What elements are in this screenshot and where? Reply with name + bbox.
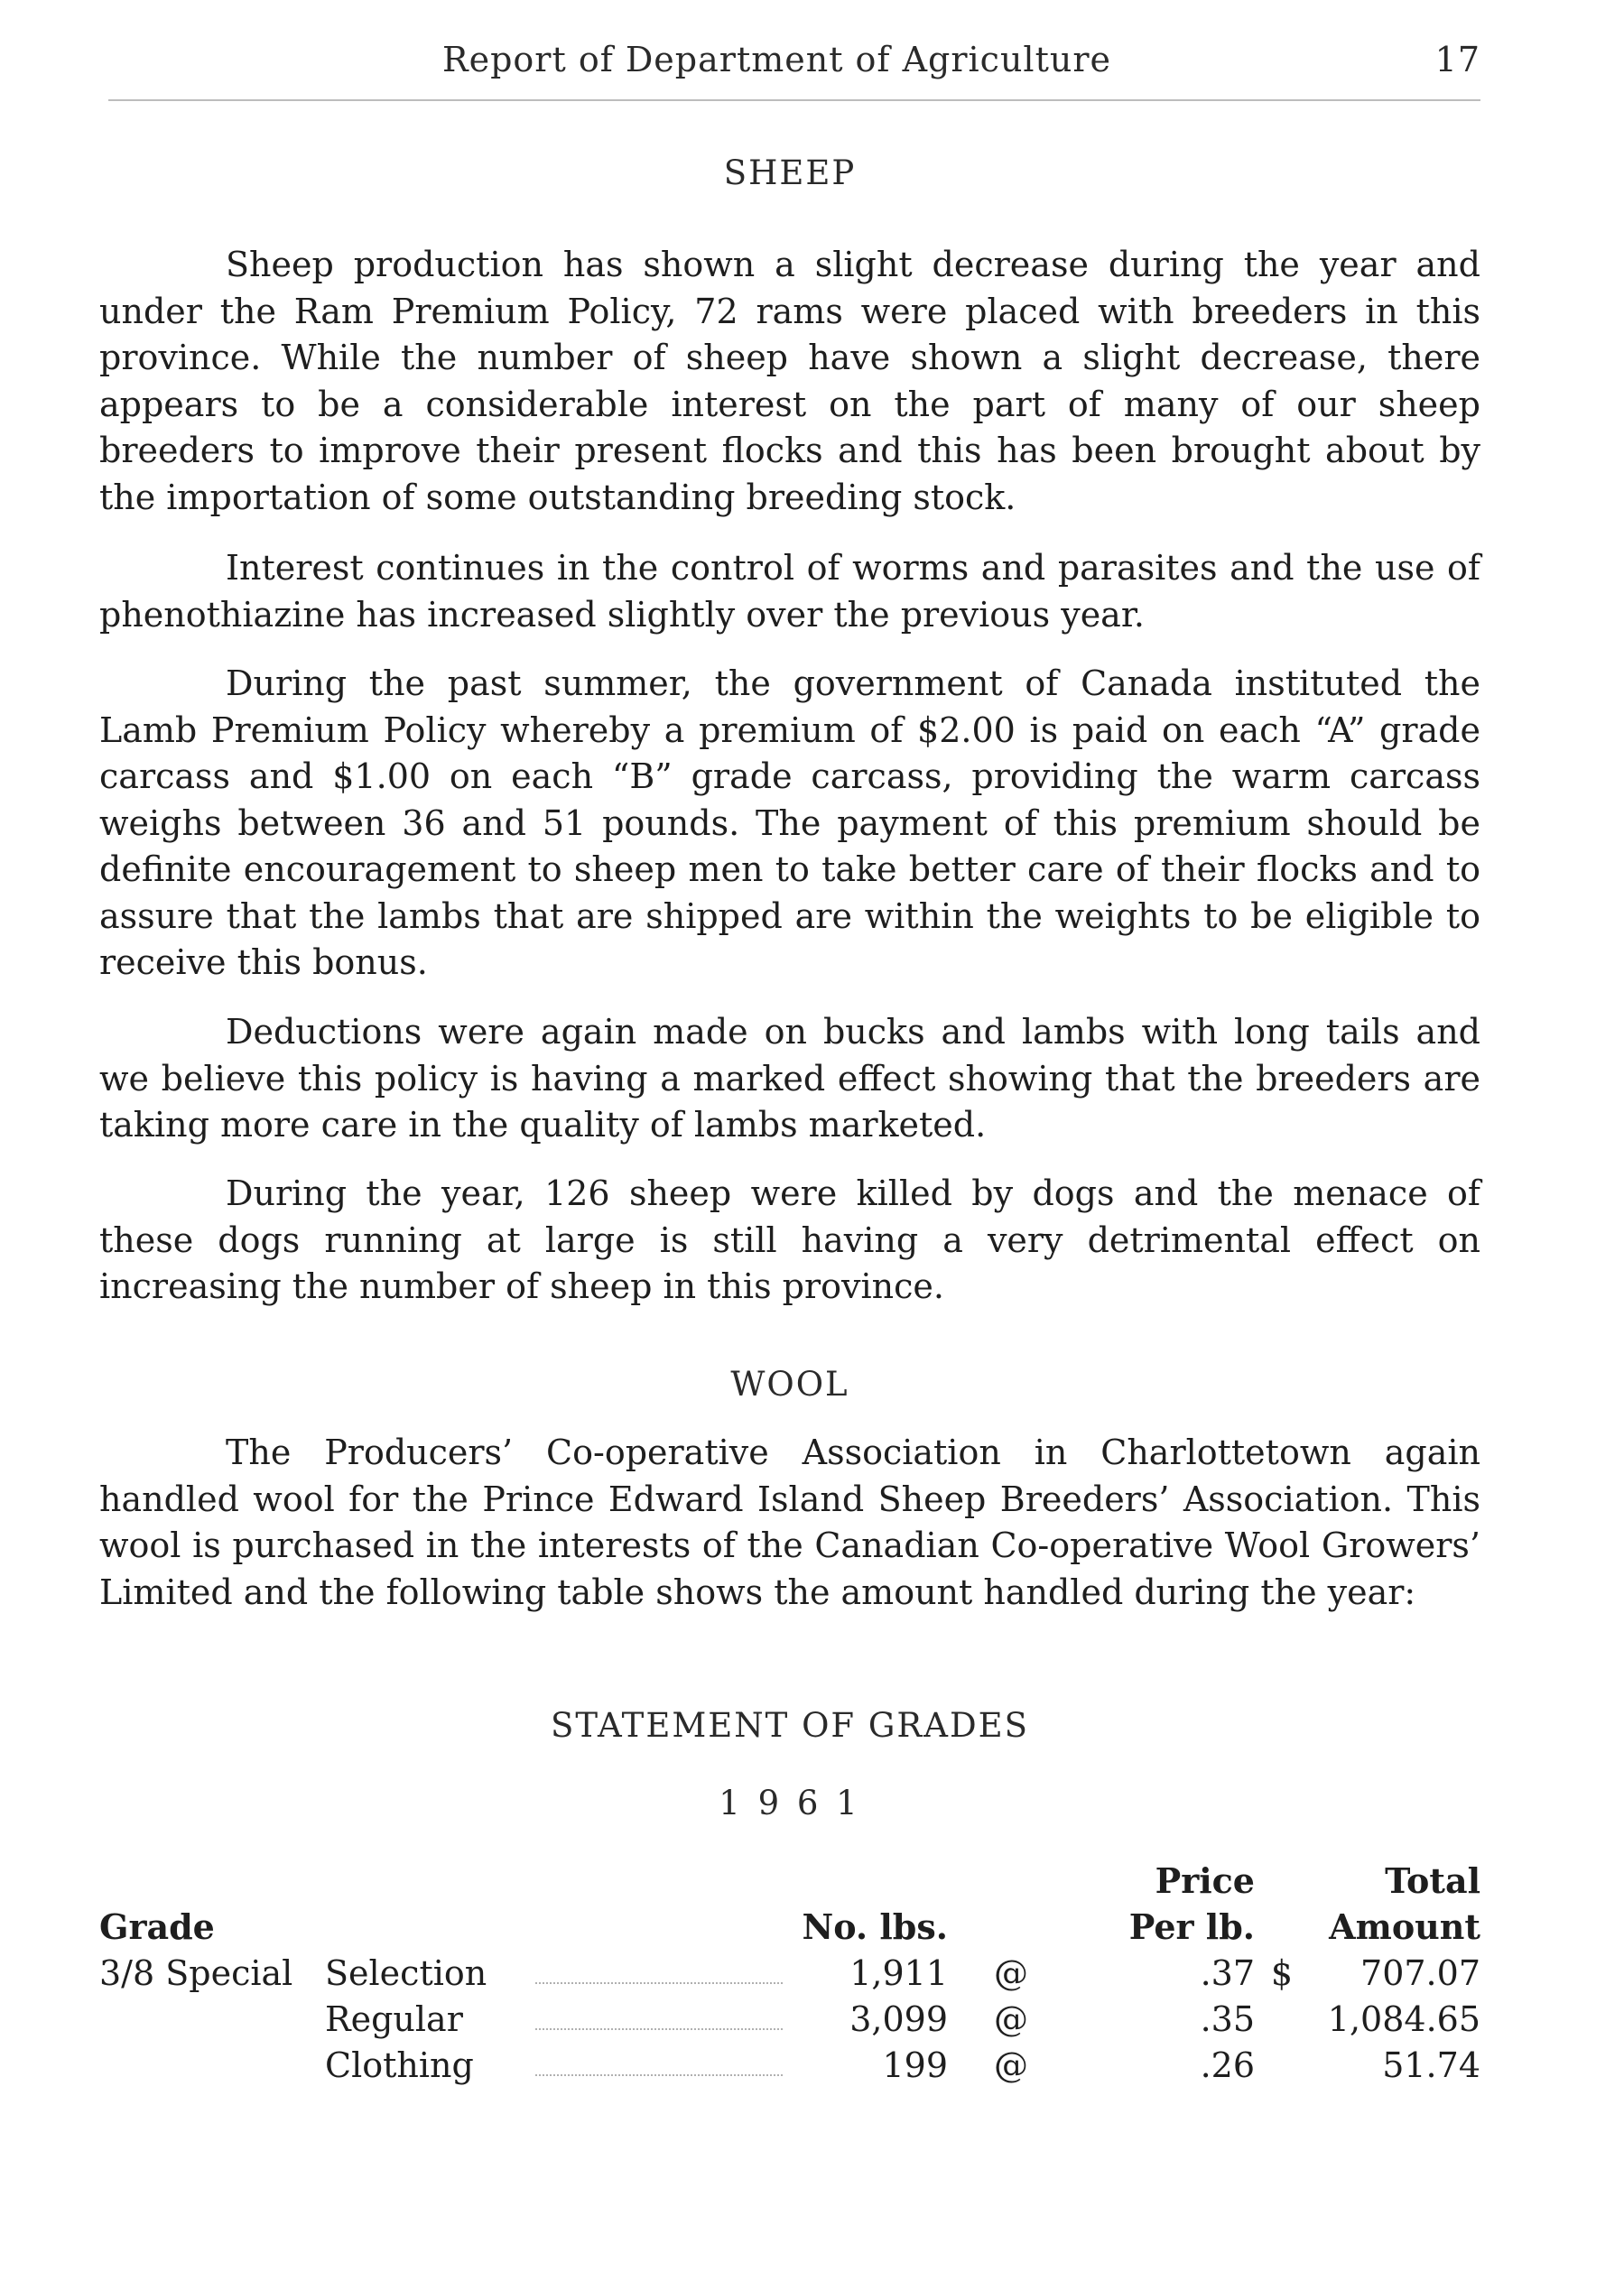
sub-grade-cell: Clothing (325, 2045, 474, 2085)
sheep-paragraph-4: Deductions were again made on bucks and lambs with long tails and we believe this policy is having a marked effect showing that the breeders are taking more care in the quality of lambs marketed. (99, 1012, 1480, 1145)
total-cell: 707.07 (1360, 1953, 1480, 1993)
currency-sign: $ (1270, 1953, 1294, 1993)
statement-title: STATEMENT OF GRADES (550, 1706, 1030, 1745)
sheep-heading: SHEEP (723, 153, 857, 192)
price-cell: .37 (1200, 1953, 1255, 1993)
at-sign: @ (994, 1999, 1028, 2039)
dot-leader (519, 2039, 799, 2085)
price-header-line1: Price (1155, 1860, 1255, 1901)
grade-cell (99, 2039, 325, 2085)
grade-header: Grade (99, 1906, 215, 1947)
at-sign: @ (994, 1953, 1028, 1993)
table-row (99, 2039, 1480, 2085)
price-cell: .26 (1200, 2045, 1255, 2085)
grade-cell (99, 1993, 325, 2039)
grade-cell: 3/8 Special (99, 1953, 293, 1993)
sub-grade-cell: Selection (325, 1953, 487, 1993)
total-cell: 51.74 (1382, 2045, 1480, 2085)
table-header-row-2 (99, 1901, 1480, 1947)
lbs-cell: 199 (882, 2045, 948, 2085)
currency-sign (1255, 1993, 1309, 2039)
currency-sign (1255, 2039, 1309, 2085)
running-title: Report of Department of Agriculture (442, 40, 1111, 79)
price-header-line2: Per lb. (1128, 1906, 1255, 1947)
grades-table (99, 1855, 1480, 2085)
total-header-line2: Amount (1329, 1906, 1480, 1947)
running-header (99, 40, 1480, 85)
total-cell: 1,084.65 (1327, 1999, 1480, 2039)
table-row (99, 1947, 1480, 1993)
lbs-cell: 3,099 (849, 1999, 948, 2039)
lbs-cell: 1,911 (849, 1953, 948, 1993)
at-sign: @ (994, 2045, 1028, 2085)
table-header-row-1 (99, 1855, 1480, 1901)
dot-leader (519, 1947, 799, 1993)
price-cell: .35 (1200, 1999, 1255, 2039)
total-header-line1: Total (1385, 1860, 1480, 1901)
sheep-paragraph-2: Interest continues in the control of worms and parasites and the use of phenothiazine has increased slightly over the previous year. (99, 548, 1480, 635)
sub-grade-cell: Regular (325, 1999, 463, 2039)
table-row (99, 1993, 1480, 2039)
sheep-paragraph-1: Sheep production has shown a slight decrease during the year and under the Ram Premium Policy, 72 rams were placed with breeders in this province. While the number of sheep have shown a slight decrease, there appears to be a considerable interest on the part of many of our sheep breeders to improve their present flocks and this has been brought about by the importation of some outstanding breeding stock. (99, 245, 1480, 517)
dot-leader (519, 1993, 799, 2039)
page-number: 17 (1434, 40, 1480, 79)
wool-paragraph: The Producers’ Co-operative Association in Charlottetown again handled wool for the Prince Edward Island Sheep Breeders’ Association. This wool is purchased in the interests of the Canadian Co-operative Wool Growers’ Limited and the following table shows the amount handled during the year: (99, 1433, 1480, 1612)
header-rule (108, 99, 1480, 101)
statement-year: 1 9 6 1 (719, 1784, 861, 1822)
sheep-paragraph-3: During the past summer, the government of Canada instituted the Lamb Premium Policy whereby a premium of $2.00 is paid on each “A” grade carcass and $1.00 on each “B” grade carcass, providing the warm carcass weighs between 36 and 51 pounds. The payment of this premium should be definite encouragement to sheep men to take better care of their flocks and to assure that the lambs that are shipped are within the weights to be eligible to receive this bonus. (99, 663, 1480, 982)
sheep-paragraph-5: During the year, 126 sheep were killed by dogs and the menace of these dogs running at large is still having a very detrimental effect on increasing the number of sheep in this province. (99, 1173, 1480, 1306)
wool-heading: WOOL (730, 1365, 849, 1404)
lbs-header: No. lbs. (802, 1906, 948, 1947)
